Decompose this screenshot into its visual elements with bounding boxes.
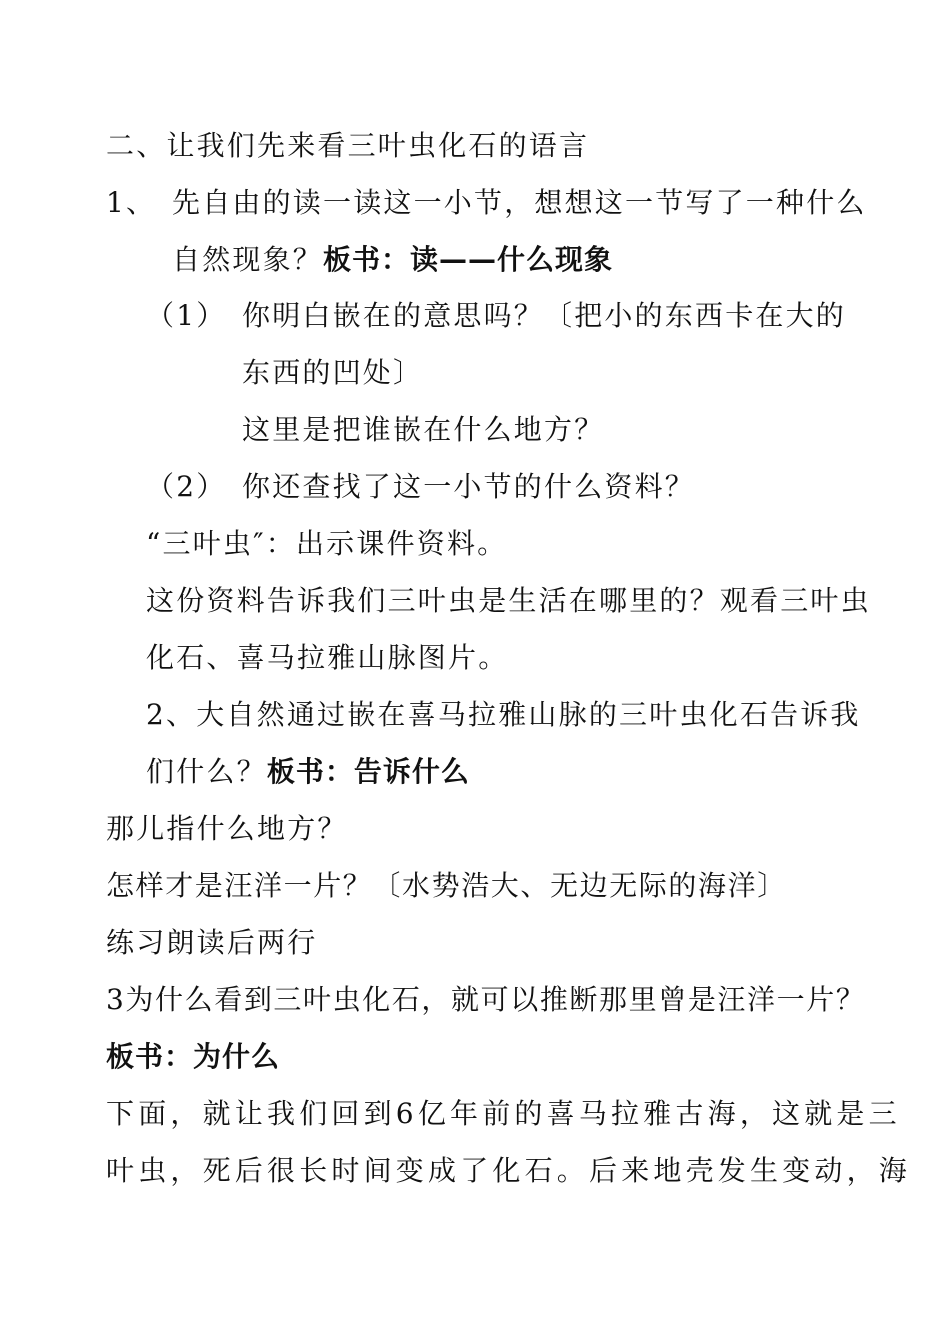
blackboard-note: 板书：为什么 (106, 1040, 281, 1073)
sub-item-2-number: （2） (146, 470, 227, 503)
blackboard-note: 板书：读——什么现象 (323, 243, 614, 276)
sub-item-1-text: 你明白嵌在的意思吗？〔把小的东西卡在大的 (242, 299, 847, 332)
item-2-continuation: 们什么？板书：告诉什么 (146, 755, 470, 788)
item-2: 2、大自然通过嵌在喜马拉雅山脉的三叶虫化石告诉我 (146, 698, 861, 731)
item-1-text: 先自由的读一读这一小节，想想这一节写了一种什么 (172, 186, 867, 219)
sub-item-1-number: （1） (146, 299, 227, 332)
item-3: 3为什么看到三叶虫化石，就可以推断那里曾是汪洋一片？ (106, 983, 866, 1016)
paragraph-line: 练习朗读后两行 (106, 926, 318, 959)
item-1-continuation: 自然现象？板书：读——什么现象 (172, 243, 614, 276)
paragraph-line: 怎样才是汪洋一片？〔水势浩大、无边无际的海洋〕 (106, 869, 787, 902)
paragraph-line: 叶虫，死后很长时间变成了化石。后来地壳发生变动，海 (106, 1154, 912, 1187)
paragraph-line: 化石、喜马拉雅山脉图片。 (146, 641, 509, 674)
sub-item-2-text: 你还查找了这一小节的什么资料？ (242, 470, 696, 503)
paragraph-line: 这份资料告诉我们三叶虫是生活在哪里的？观看三叶虫 (146, 584, 871, 617)
blackboard-note: 板书：告诉什么 (266, 755, 470, 788)
paragraph-line: 下面，就让我们回到6亿年前的喜马拉雅古海，这就是三 (106, 1097, 901, 1130)
section-heading: 二、让我们先来看三叶虫化石的语言 (106, 129, 590, 162)
item-1 (106, 185, 156, 221)
question-line: 这里是把谁嵌在什么地方？ (242, 413, 605, 446)
item-number: 1、 (106, 186, 157, 219)
paragraph-line: 那儿指什么地方？ (106, 812, 348, 845)
resource-line: “三叶虫″：出示课件资料。 (146, 527, 508, 560)
sub-item-1-continuation: 东西的凹处〕 (242, 356, 424, 389)
blackboard-note-line (106, 1039, 280, 1075)
